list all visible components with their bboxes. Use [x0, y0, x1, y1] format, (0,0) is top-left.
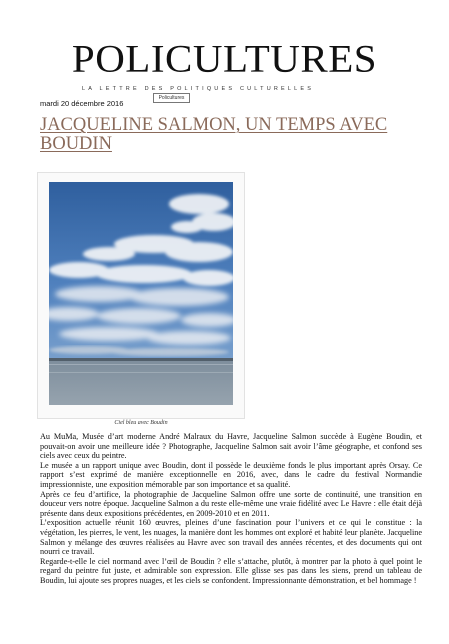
masthead	[0, 38, 449, 79]
article-paragraph: L’exposition actuelle réunit 160 œuvres, pleines d’une fascination pour l’univers et ce qui le constitue : la végétation, les pierres, le vent, les nuages, la manière dont les hommes ont exploré et habité leur planète. Jacqueline Salmon y mélange des œuvres réalisées au Havre avec son travail des années récentes, et des documents qui ont nourri ce travail.	[40, 518, 422, 557]
article-title[interactable]: JACQUELINE SALMON, UN TEMPS AVEC BOUDIN	[40, 115, 388, 154]
site-tagline: LA LETTRE DES POLITIQUES CULTURELLES	[82, 86, 315, 92]
photo-caption: Ciel bleu avec Boudin	[114, 420, 168, 426]
policultures-tag[interactable]: Policultures	[153, 93, 190, 103]
article-date: mardi 20 décembre 2016	[40, 99, 124, 108]
article-paragraph: Le musée a un rapport unique avec Boudin, dont il possède le deuxième fonds le plus important après Orsay. Ce rapport s’est exprimé de manière exceptionnelle en 2016, avec, dans le cadre du festival Normandie impressionniste, une exposition mémorable par son importance et sa qualité.	[40, 460, 422, 489]
site-logo[interactable]: POLICULTURES	[71, 36, 378, 80]
article-body	[40, 432, 422, 586]
article-photo-frame	[37, 172, 245, 419]
article-paragraph: Regarde-t-elle le ciel normand avec l’œil de Boudin ? elle s’attache, plutôt, à montrer par la photo à quel point le regard du peintre fut juste, et admirable son expression. Elle glisse ses pas dans les siens, prend un tableau de Boudin, lui ajoute ses propres nuages, et les ciels se confondent. Impressionnante démonstration, et bel hommage !	[40, 556, 422, 585]
article-paragraph: Après ce feu d’artifice, la photographie de Jacqueline Salmon offre une sorte de continuité, une transition en douceur vers notre époque. Jacqueline Salmon a du reste elle-même une vraie fidélité avec Le Havre : elle était déjà présente dans deux expositions précédentes, en 2009-2010 et en 2011.	[40, 489, 422, 518]
article-paragraph: Au MuMa, Musée d’art moderne André Malraux du Havre, Jacqueline Salmon succède à Eugène Boudin, et pouvait-on avoir une meilleure idée ? Photographe, Jacqueline Salmon sait avoir l’âme géographe, et confond ses ciels avec ceux du peintre.	[40, 432, 422, 461]
sky-photo	[49, 182, 233, 405]
